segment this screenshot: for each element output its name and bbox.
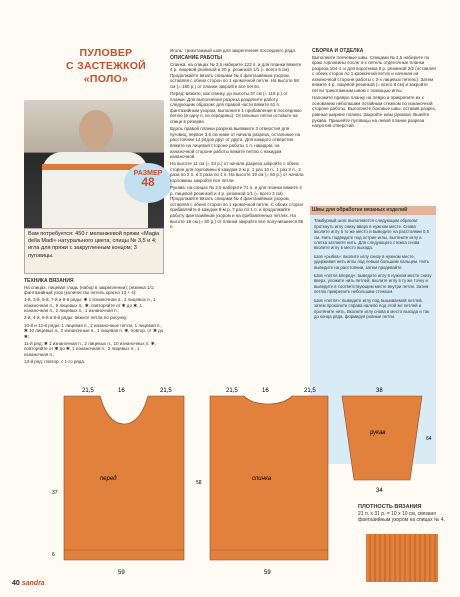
title-line-1: ПУЛОВЕР: [79, 47, 133, 59]
technique-text: 2-й, 4-й, 6-й и 8-й ряды: вяжите петли по рисунку;: [24, 315, 128, 321]
technique-column: [24, 278, 164, 366]
dim-label: 37: [52, 490, 58, 496]
technique-heading: ТЕХНИКА ВЯЗАНИЯ: [24, 278, 74, 284]
description-text: Перед: вяжите, как спинку, до высоты 37 см (= 116 р.) от планки. Для выполнения разреза разделите работу следующим образом: для правой части вяжите 61 п. фантазийным узором, выполните 1 прибавление в последнюю петлю (в одну п. из середины). Остальные петли оставьте на спице в резерве.: [170, 91, 302, 125]
dim-label: 6: [52, 552, 55, 558]
dim-label: 64: [426, 436, 432, 442]
page-number: 40: [12, 580, 20, 587]
stitch-text: Шов «петля вперед»: выведите иглу в нужном месте снизу вверх, уложите нить петлей, вколите иглу в ту же точку и выведите в соответствующем месте внутри петли. Затем петлю прикрепите небольшим стежком.: [314, 273, 432, 295]
knit-swatch: [366, 534, 438, 582]
dim-label: 59: [118, 570, 125, 576]
dim-label: 21,5: [226, 388, 238, 394]
piece-label: спинка: [252, 476, 272, 482]
description-column: [170, 48, 304, 231]
front-piece: [52, 388, 184, 576]
technique-text: 13-й ряд: повтор. с 1-го ряда.: [24, 359, 86, 365]
assembly-text: Наложите правую планку на левую и прикрепите их к основанию небольшим потайным стежком по изнаночной стороне работы. Выполните боковые швы, оставив разрез, равные ширине планки. Закройте швы рукавов. Вшейте рукава. Пришейте пуговицы на левой планке разреза напротив отверстий.: [312, 95, 437, 129]
technique-text: 10-й и 12-й ряды: 1 лицевая п., 2 изнаночные петли, 1 лицевая п., ✱ 10 лицевых п., 2 изнаночные п., 1 лицевая п. ✱, повтор. от ✱ до ✱;: [24, 322, 164, 339]
assembly-heading: СБОРКА И ОТДЕЛКА: [312, 48, 364, 54]
brand-name: sandra: [21, 580, 45, 587]
dim-label: 21,5: [82, 388, 94, 394]
title-line-3: «ПОЛО»: [83, 73, 129, 85]
piece-label: рукав: [370, 430, 386, 436]
technique-text: 1-й, 3-й, 5-й, 7-й и 9-й ряды: ✱ 1 изнаночная п., 2 лицевых п., 1 изнаночная п., 9 лицевых п., ✱, повторяйте от ✱ до ✱, 1 изнаночная п., 2 лицевых п., 1 изнаночная п.;: [24, 297, 156, 314]
title-line-2: С ЗАСТЕЖКОЙ: [65, 60, 147, 72]
description-heading: ОПИСАНИЕ РАБОТЫ: [170, 55, 223, 62]
stitch-text: Шов «рыбка»: вколите иглу снизу в нужном месте, удерживая нить иглы под левым большим пальцем. Нить выведите на расстоянии, затем продевайте.: [314, 253, 430, 270]
size-label: РАЗМЕР: [133, 170, 163, 177]
description-text: Вдоль правой планки разреза вывяжите 3 отверстия для пуговиц, первое 3,5 см ниже от начала разреза, остальные на расстоянии 14 рядов друг от друга. Для каждого отверстия вяжите на лицевой стороне работы 1 п. накидом, на изнаночной стороне работы вяжите петлю с накидом изнаночной.: [170, 126, 301, 160]
model-head: [79, 110, 113, 150]
dim-label: 34: [376, 488, 383, 494]
density-heading: ПЛОТНОСТЬ ВЯЗАНИЯ: [358, 504, 422, 510]
assembly-text: Выполните плечевые швы. Спицами № 3,5 наберите по краю горловины после 4-х петель отделочные планки разреза 104 п. и для воротника 8 р. резинкой 2/2 (оставляя с обеих сторон по 1 кромочной петле и начиная на изнаночной стороне работы с 3-х лицевых петель). Затем вяжите 4 р. лицевой резинкой (= всего 8 см) и закройте петли трикотажным швом с помощью иглы.: [312, 54, 436, 94]
stitches-heading: Швы для обработки вязаных изделий: [310, 206, 436, 215]
stitch-text: Шов «петля»: выведите иглу под вышиваемой петлей, затем проколите справа налево под этой же петлей и протяните нить. Вколите иглу снова в место выхода и так до конца ряда, формируя ровные петли.: [314, 297, 430, 319]
dim-label: 16: [262, 388, 269, 394]
sleeve-piece: [342, 388, 432, 494]
piece-label: перед: [100, 476, 117, 482]
size-value: 48: [141, 175, 155, 189]
stitch-text: Тамбурный шов: выполняется следующим образом: проткнуть иглу снизу вверх в нужном месте. Снова вколите иглу в то же место и выведите на расстоянии 0,5 см. Нить подведите под острие иглы, вытяните иглу и слегка затяните нить. Для следующего стежка снова вколите иглу в место выхода.: [314, 218, 429, 251]
dim-label: 21,5: [160, 388, 172, 394]
size-badge: [124, 163, 172, 203]
technique-text: 11-й ряд: ✱ 1 изнаночная п., 2 лицевых п., 10 изнаночных п. ✱, повторяйте от ✱ до ✱, 1 изнаночная п., 2 лицевых п., 1 изнаночная п.;: [24, 340, 156, 358]
page-footer: [12, 580, 45, 587]
description-text: Иголь: трикотажный шов для закрепления последнего ряда.: [170, 48, 297, 53]
assembly-column: [312, 48, 438, 130]
description-text: Рукава: на спицах № 3,5 наберите 71 п. и для планки вяжите 4 р. лицевой резинкой и 4 р. резинкой 1/1 (= всего 3 см). Продолжайте вязать спицами № 4 фантазийным узором, оставляя с обеих сторон по 1 кромочной петле. С обеих сторон прибавляйте в каждом 8-м р. 7 раз по 1 п. и продолжайте работу фантазийным узором и на прибавленных петлях. На высоте 19 см (= 60 р.) от планки закройте все получившиеся 85 п.: [170, 185, 304, 230]
materials-box: Вам потребуется: 450 г меланжевой пряжи «Magia della Madi» натурального цвета; спицы № 3,5 и 4; игла для пряжи с закругленным концом; 3 пуговицы.: [24, 228, 164, 274]
technique-text: На спицах: лицевая гладь (набор в закреплении); резинка 1/1; фантазийный узор (количество петель кратно 13 + 4):: [24, 284, 155, 296]
density-text: 21 п. х 31 р. = 10 х 10 см, связано фантазийным узором на спицах № 4.: [358, 510, 445, 523]
back-piece: [196, 388, 328, 576]
dim-label: 59: [264, 570, 271, 576]
title-block: [54, 47, 158, 99]
density-block: [358, 504, 448, 524]
description-text: На высоте 11 см (= 34 р.) от начала разреза закройте с обеих сторон для горловины в каждом 2-м р. 1 раз 10 п., 1 раз 3 п., 2 раза по 2 п. и 3 раза по 1 п. На высоте 19 см (= 60 р.) от начала горловины закройте все петли.: [170, 161, 304, 183]
dim-label: 16: [118, 388, 125, 394]
dim-label: 38: [376, 388, 383, 394]
description-text: Спинка: на спицах № 3,5 наберите 123 п. и для планки вяжите 4 р. лицевой резинкой и 20 р. резинкой 1/1 (= всего 6 см). Продолжайте вязать спицами № 4 фантазийным узором, оставляя с обеих сторон по 1 кромочной петле. На высоте 58 см (= 180 р.) от планки закройте все петли.: [170, 61, 302, 89]
dim-label: 58: [196, 480, 202, 486]
dim-label: 21,5: [304, 388, 316, 394]
